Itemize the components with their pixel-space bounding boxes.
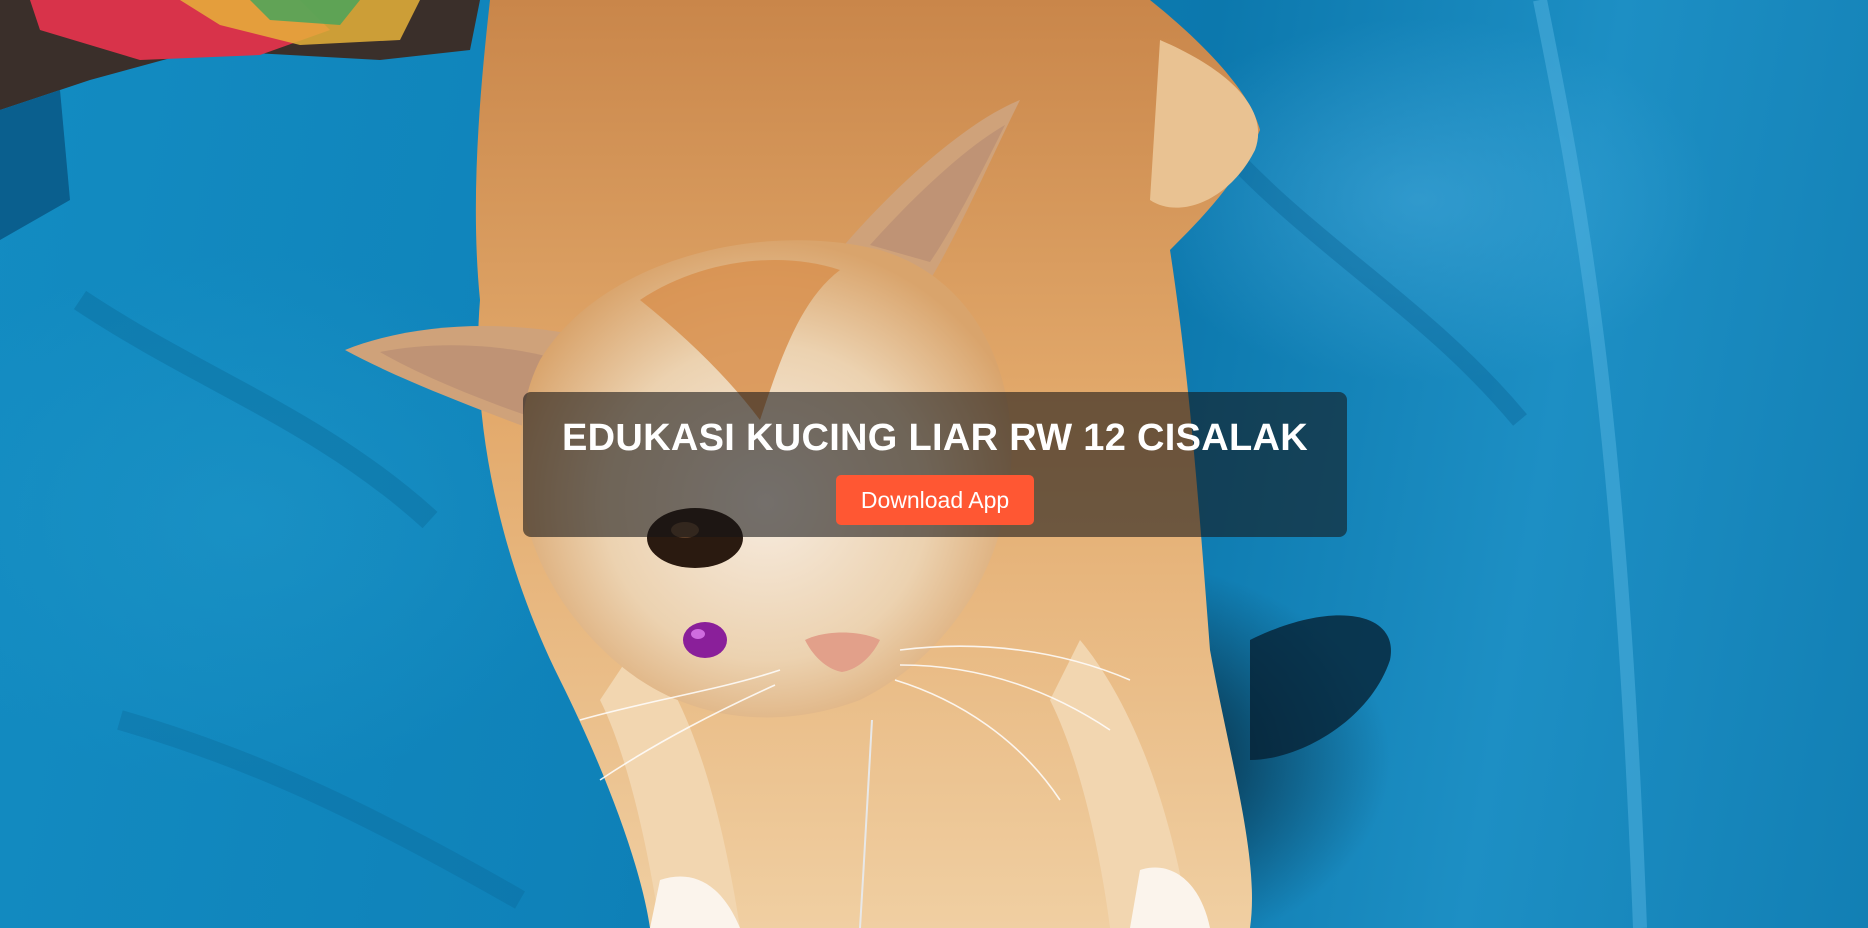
hero-overlay-panel (523, 392, 1347, 537)
hero-title: EDUKASI KUCING LIAR RW 12 CISALAK (561, 417, 1309, 459)
download-app-button[interactable]: Download App (836, 475, 1034, 525)
